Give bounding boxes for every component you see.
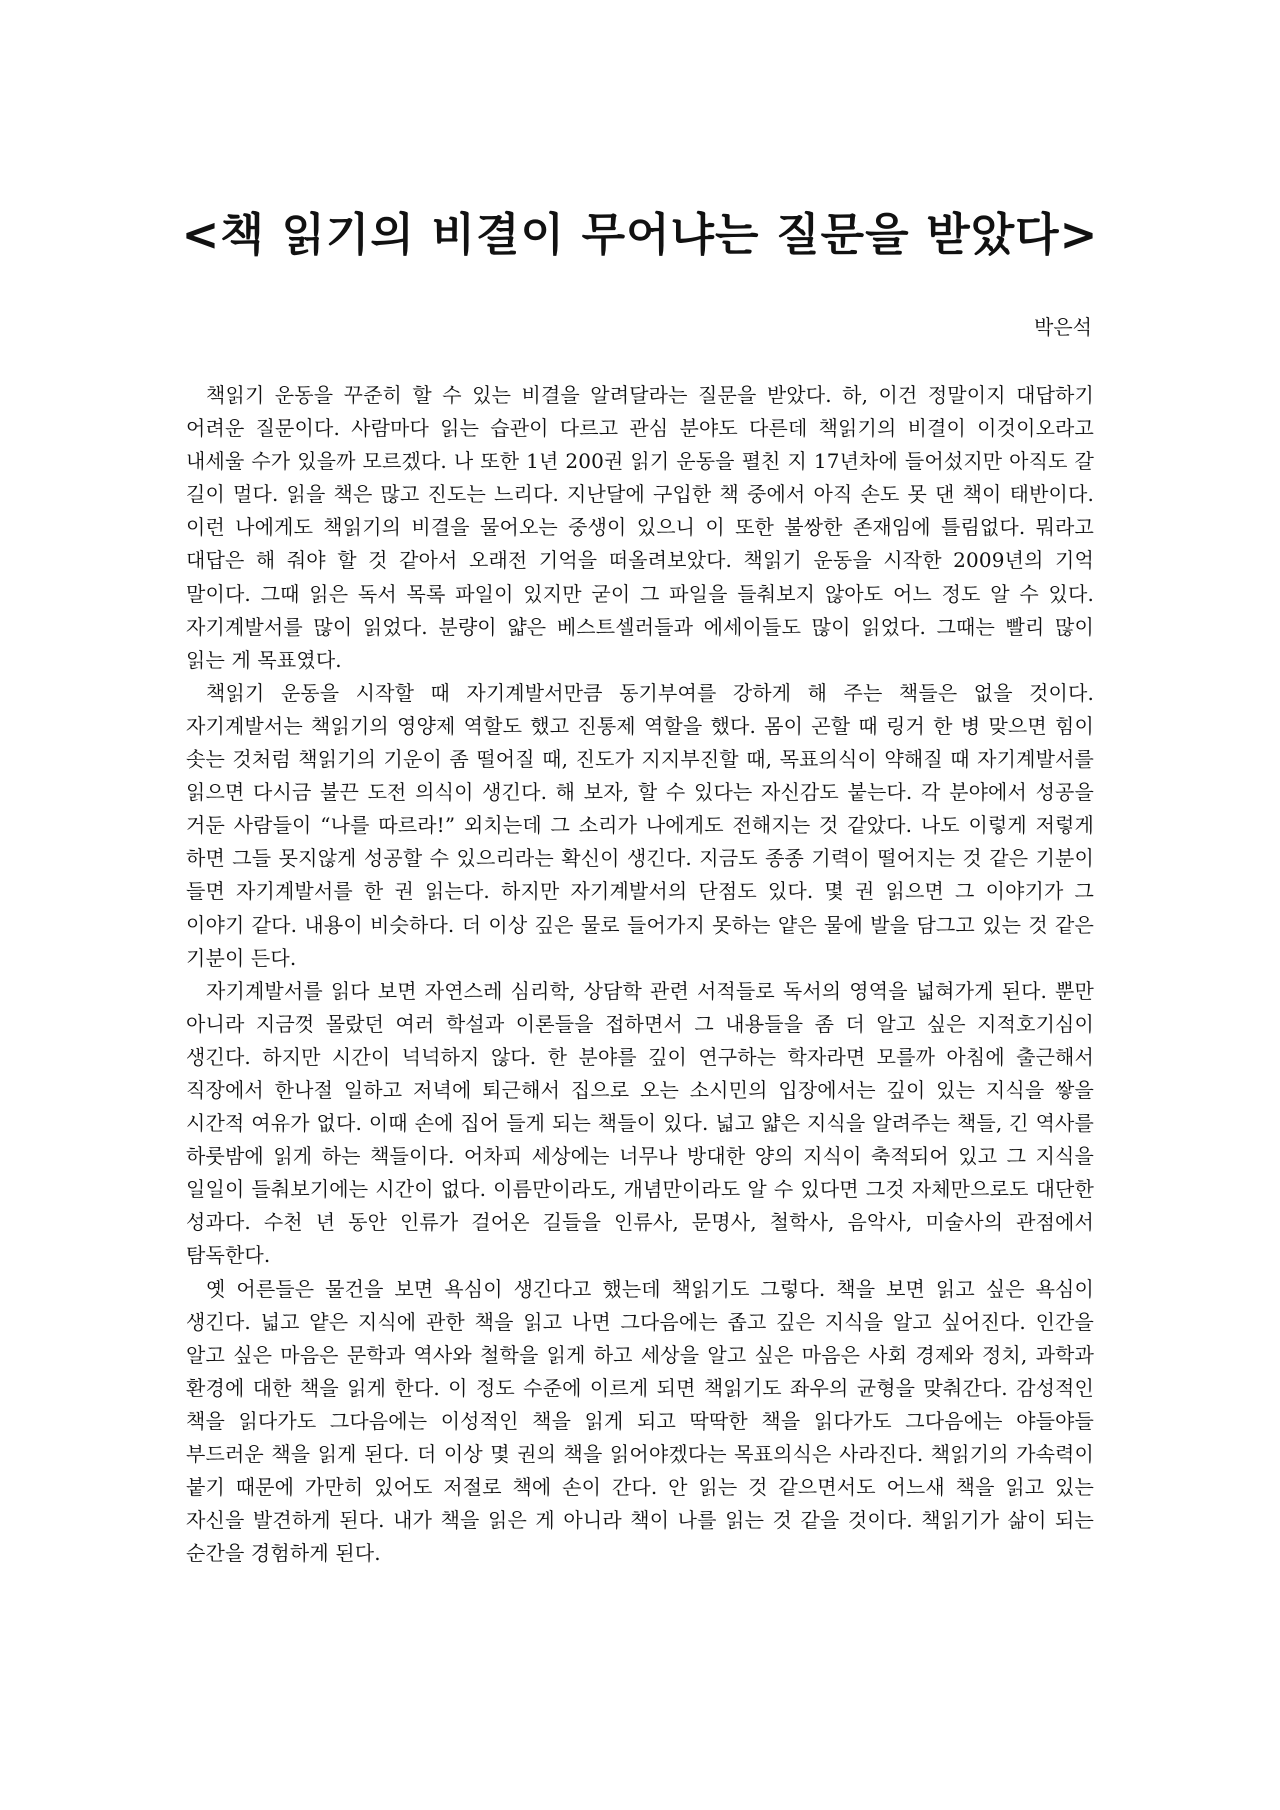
author-name: 박은석 — [1034, 315, 1092, 339]
article-body — [186, 379, 1094, 1570]
paragraph-2: 책읽기 운동을 시작할 때 자기계발서만큼 동기부여를 강하게 해 주는 책들은 없을 것이다. 자기계발서는 책읽기의 영양제 역할도 했고 진통제 역할을 했다. 몸이 곤할 때 링거 한 병 맞으면 힘이 솟는 것처럼 책읽기의 기운이 좀 떨어질 때, 진도가 지지부진할 때, 목표의식이 약해질 때 자기계발서를 읽으면 다시금 불끈 도전 의식이 생긴다. 해 보자, 할 수 있다는 자신감도 붙는다. 각 분야에서 성공을 거둔 사람들이 “나를 따르라!” 외치는데 그 소리가 나에게도 전해지는 것 같았다. 나도 이렇게 저렇게 하면 그들 못지않게 성공할 수 있으리라는 확신이 생긴다. 지금도 종종 기력이 떨어지는 것 같은 기분이 들면 자기계발서를 한 권 읽는다. 하지만 자기계발서의 단점도 있다. 몇 권 읽으면 그 이야기가 그 이야기 같다. 내용이 비슷하다. 더 이상 깊은 물로 들어가지 못하는 얕은 물에 발을 담그고 있는 것 같은 기분이 든다. — [186, 680, 1094, 970]
document-title: <책 읽기의 비결이 무어냐는 질문을 받았다> — [181, 208, 1099, 261]
paragraph-3: 자기계발서를 읽다 보면 자연스레 심리학, 상담학 관련 서적들로 독서의 영역을 넓혀가게 된다. 뿐만 아니라 지금껏 몰랐던 여러 학설과 이론들을 접하면서 그 내용들을 좀 더 알고 싶은 지적호기심이 생긴다. 하지만 시간이 넉넉하지 않다. 한 분야를 깊이 연구하는 학자라면 모를까 아침에 출근해서 직장에서 한나절 일하고 저녁에 퇴근해서 집으로 오는 소시민의 입장에서는 깊이 있는 지식을 쌓을 시간적 여유가 없다. 이때 손에 집어 들게 되는 책들이 있다. 넓고 얇은 지식을 알려주는 책들, 긴 역사를 하룻밤에 읽게 하는 책들이다. 어차피 세상에는 너무나 방대한 양의 지식이 축적되어 있고 그 지식을 일일이 들춰보기에는 시간이 없다. 이름만이라도, 개념만이라도 알 수 있다면 그것 자체만으로도 대단한 성과다. 수천 년 동안 인류가 걸어온 길들을 인류사, 문명사, 철학사, 음악사, 미술사의 관점에서 탐독한다. — [186, 978, 1094, 1268]
paragraph-4: 옛 어른들은 물건을 보면 욕심이 생긴다고 했는데 책읽기도 그렇다. 책을 보면 읽고 싶은 욕심이 생긴다. 넓고 얕은 지식에 관한 책을 읽고 나면 그다음에는 좁고 깊은 지식을 알고 싶어진다. 인간을 알고 싶은 마음은 문학과 역사와 철학을 읽게 하고 세상을 알고 싶은 마음은 사회 경제와 정치, 과학과 환경에 대한 책을 읽게 한다. 이 정도 수준에 이르게 되면 책읽기도 좌우의 균형을 맞춰간다. 감성적인 책을 읽다가도 그다음에는 이성적인 책을 읽게 되고 딱딱한 책을 읽다가도 그다음에는 야들야들 부드러운 책을 읽게 된다. 더 이상 몇 권의 책을 읽어야겠다는 목표의식은 사라진다. 책읽기의 가속력이 붙기 때문에 가만히 있어도 저절로 책에 손이 간다. 안 읽는 것 같으면서도 어느새 책을 읽고 있는 자신을 발견하게 된다. 내가 책을 읽은 게 아니라 책이 나를 읽는 것 같을 것이다. 책읽기가 삶이 되는 순간을 경험하게 된다. — [186, 1276, 1094, 1566]
paragraph-1: 책읽기 운동을 꾸준히 할 수 있는 비결을 알려달라는 질문을 받았다. 하, 이건 정말이지 대답하기 어려운 질문이다. 사람마다 읽는 습관이 다르고 관심 분야도 다른데 책읽기의 비결이 이것이오라고 내세울 수가 있을까 모르겠다. 나 또한 1년 200권 읽기 운동을 펼친 지 17년차에 들어섰지만 아직도 갈 길이 멀다. 읽을 책은 많고 진도는 느리다. 지난달에 구입한 책 중에서 아직 손도 못 댄 책이 태반이다. 이런 나에게도 책읽기의 비결을 물어오는 중생이 있으니 이 또한 불쌍한 존재임에 틀림없다. 뭐라고 대답은 해 줘야 할 것 같아서 오래전 기억을 떠올려보았다. 책읽기 운동을 시작한 2009년의 기억 말이다. 그때 읽은 독서 목록 파일이 있지만 굳이 그 파일을 들춰보지 않아도 어느 정도 알 수 있다. 자기계발서를 많이 읽었다. 분량이 얇은 베스트셀러들과 에세이들도 많이 읽었다. 그때는 빨리 많이 읽는 게 목표였다. — [186, 383, 1094, 672]
